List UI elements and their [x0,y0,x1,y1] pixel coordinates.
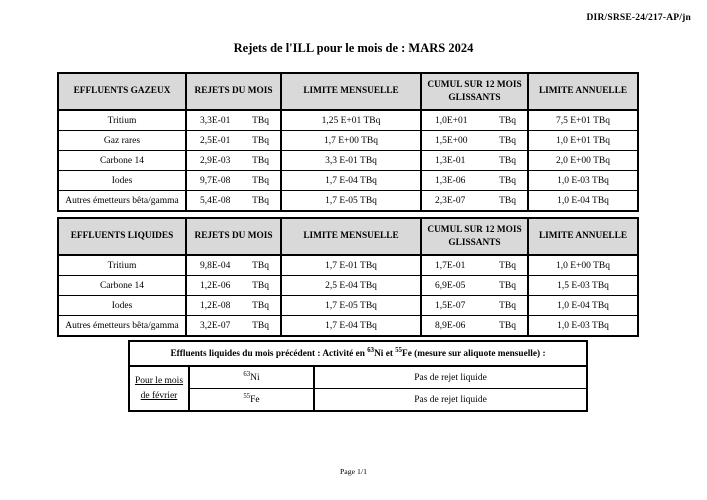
header-limite-annuelle: LIMITE ANNUELLE [528,73,638,110]
limite-annuelle-value: 1,0 E+01 TBq [528,131,638,151]
prev-title-text: Effluents liquides du mois précédent : Activité en [170,348,368,359]
unit-label: TBq [499,155,516,166]
unit-label: TBq [252,195,269,206]
cumul-cell [424,176,525,186]
page-title: Rejets de l'ILL pour le mois de : MARS 2024 [233,41,474,55]
limite-annuelle-value: 1,0 E-03 TBq [528,316,638,337]
table-effluents-gazeux [57,72,639,212]
cumul-value: 1,7E-01 [435,260,466,271]
table-effluents-liquides [57,217,639,337]
unit-label: TBq [252,175,269,186]
cumul-value: 1,3E-01 [435,155,466,166]
rejets-cell [189,136,278,146]
unit-label: TBq [252,115,269,126]
header-rejets-du-mois: REJETS DU MOIS [186,218,281,255]
row-label: Tritium [58,255,186,276]
cumul-cell [424,301,525,311]
limite-mensuelle-value: 2,5 E-04 TBq [281,276,421,296]
table-row [58,276,638,296]
row-label: Autres émetteurs bêta/gamma [58,191,186,212]
table-row [58,191,638,212]
unit-label: TBq [499,260,516,271]
table-header-row [129,341,587,366]
limite-mensuelle-value: 1,7 E-05 TBq [281,191,421,212]
unit-label: TBq [252,135,269,146]
table-row [58,131,638,151]
cumul-value: 1,0E+01 [435,115,468,126]
cumul-cell [424,136,525,146]
limite-annuelle-value: 7,5 E+01 TBq [528,110,638,131]
cumul-cell [424,281,525,291]
rejets-cell [189,196,278,206]
unit-label: TBq [499,195,516,206]
header-limite-mensuelle: LIMITE MENSUELLE [281,218,421,255]
row-label: Gaz rares [58,131,186,151]
rejets-value: 2,9E-03 [200,155,231,166]
page-number: Page 1/1 [339,467,368,476]
rejets-cell [189,281,278,291]
isotope-element: Fe [402,348,412,359]
isotope-mass: 63 [243,370,251,378]
cumul-cell [424,261,525,271]
cumul-value: 1,5E+00 [435,135,468,146]
rejets-value: 9,8E-04 [200,260,231,271]
cumul-cell [424,156,525,166]
unit-label: TBq [499,175,516,186]
rejets-value: 5,4E-08 [200,195,231,206]
cumul-value: 6,9E-05 [435,280,466,291]
limite-annuelle-value: 1,0 E-04 TBq [528,191,638,212]
table-row [58,171,638,191]
document-reference: DIR/SRSE-24/217-AP/jn [586,13,691,23]
rejets-cell [189,261,278,271]
header-cumul-12-mois: CUMUL SUR 12 MOIS GLISSANTS [421,73,528,110]
table-row [58,296,638,316]
limite-mensuelle-value: 1,7 E-04 TBq [281,316,421,337]
table-row [129,366,587,389]
isotope-mass: 63 [367,346,375,354]
cumul-value: 2,3E-07 [435,195,466,206]
rejets-value: 2,5E-01 [200,135,231,146]
unit-label: TBq [252,155,269,166]
row-label: Autres émetteurs bêta/gamma [58,316,186,337]
table-mois-precedent [128,340,588,412]
cumul-cell [424,116,525,126]
header-limite-annuelle: LIMITE ANNUELLE [528,218,638,255]
table-row [58,255,638,276]
rejets-cell [189,156,278,166]
isotope-mass: 55 [243,392,251,400]
cumul-cell [424,321,525,331]
isotope-element: Ni [374,348,384,359]
table-row [129,389,587,412]
row-label: Iodes [58,296,186,316]
limite-annuelle-value: 1,0 E-04 TBq [528,296,638,316]
cumul-cell [424,196,525,206]
isotope-element: Ni [250,372,260,383]
rejet-status: Pas de rejet liquide [314,366,587,389]
rejets-cell [189,321,278,331]
table-header-row [58,73,638,110]
header-rejets-du-mois: REJETS DU MOIS [186,73,281,110]
isotope-mass: 55 [395,346,403,354]
header-effluents-liquides: EFFLUENTS LIQUIDES [58,218,186,255]
table-row [58,110,638,131]
prev-title-text: et [383,348,396,359]
rejets-value: 1,2E-06 [200,280,231,291]
side-label-line: de février [140,390,178,401]
limite-annuelle-value: 1,0 E-03 TBq [528,171,638,191]
rejets-value: 9,7E-08 [200,175,231,186]
rejets-value: 3,3E-01 [200,115,231,126]
header-effluents-gazeux: EFFLUENTS GAZEUX [58,73,186,110]
rejets-cell [189,301,278,311]
rejets-cell [189,176,278,186]
cumul-value: 8,9E-06 [435,320,466,331]
prev-title-text: (mesure sur aliquote mensuelle) : [411,348,546,359]
limite-annuelle-value: 1,0 E+00 TBq [528,255,638,276]
header-cumul-12-mois: CUMUL SUR 12 MOIS GLISSANTS [421,218,528,255]
side-label-line: Pour le mois [134,375,184,386]
limite-annuelle-value: 1,5 E-03 TBq [528,276,638,296]
side-label-mois-fevrier [129,366,189,411]
rejets-cell [189,116,278,126]
unit-label: TBq [499,135,516,146]
limite-mensuelle-value: 1,7 E-01 TBq [281,255,421,276]
limite-mensuelle-value: 1,7 E-05 TBq [281,296,421,316]
isotope-element: Fe [250,394,260,405]
table-row [58,316,638,337]
limite-mensuelle-value: 3,3 E-01 TBq [281,151,421,171]
rejet-status: Pas de rejet liquide [314,389,587,412]
rejets-value: 3,2E-07 [200,320,231,331]
cumul-value: 1,3E-06 [435,175,466,186]
unit-label: TBq [252,300,269,311]
table-header-row [58,218,638,255]
row-label: Tritium [58,110,186,131]
header-limite-mensuelle: LIMITE MENSUELLE [281,73,421,110]
unit-label: TBq [499,300,516,311]
row-label: Iodes [58,171,186,191]
row-label: Carbone 14 [58,276,186,296]
isotope-cell [189,389,314,412]
limite-mensuelle-value: 1,25 E+01 TBq [281,110,421,131]
prev-table-title [129,341,587,366]
limite-annuelle-value: 2,0 E+00 TBq [528,151,638,171]
unit-label: TBq [252,320,269,331]
unit-label: TBq [499,280,516,291]
unit-label: TBq [252,280,269,291]
limite-mensuelle-value: 1,7 E-04 TBq [281,171,421,191]
row-label: Carbone 14 [58,151,186,171]
cumul-value: 1,5E-07 [435,300,466,311]
unit-label: TBq [499,115,516,126]
isotope-cell [189,366,314,389]
rejets-value: 1,2E-08 [200,300,231,311]
limite-mensuelle-value: 1,7 E+00 TBq [281,131,421,151]
table-row [58,151,638,171]
unit-label: TBq [499,320,516,331]
unit-label: TBq [252,260,269,271]
